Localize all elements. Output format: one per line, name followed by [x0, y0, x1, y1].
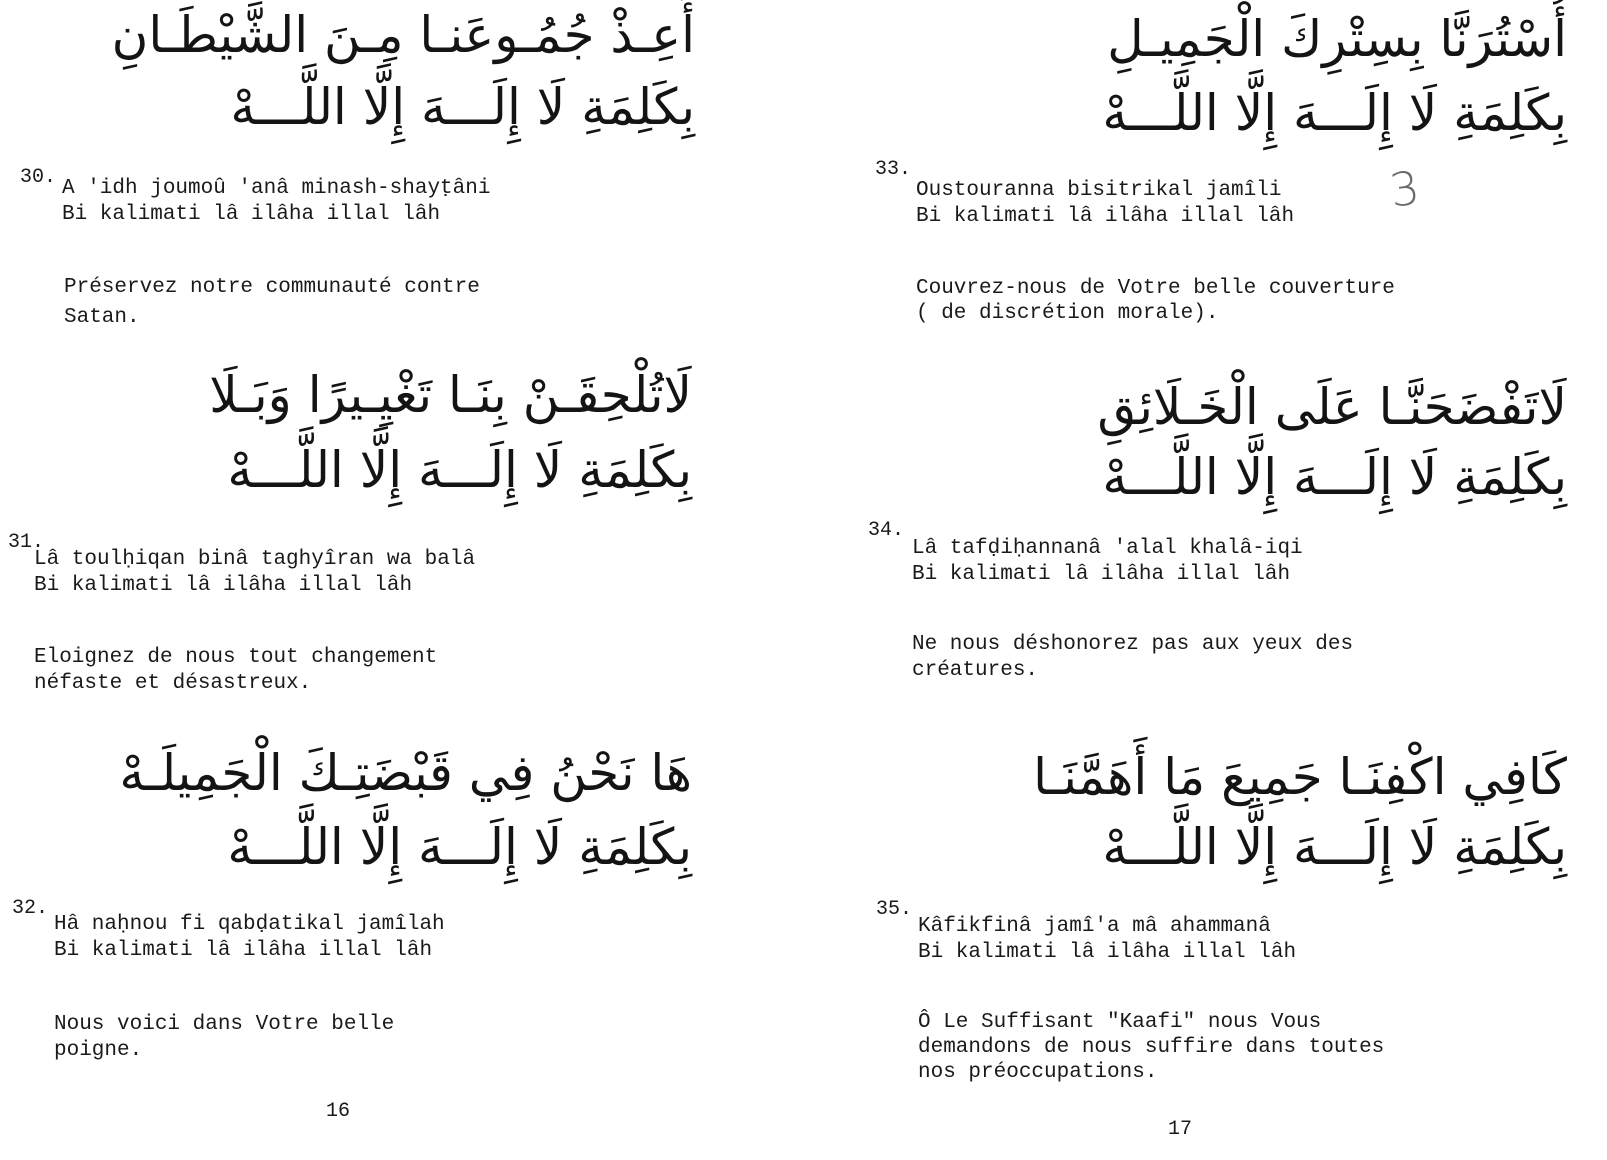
arabic-verse-line: أَعِـذْ جُمُـوعَنـا مِـنَ الشَّيْطَـانِ	[111, 6, 695, 64]
translation-line: Préservez notre communauté contre	[64, 276, 480, 299]
arabic-verse-line: هَا نَحْنُ فِي قَبْضَتِـكَ الْجَمِيلَـهْ	[119, 744, 692, 802]
transliteration-line: Hâ naḥnou fi qabḍatikal jamîlah	[54, 913, 445, 936]
arabic-refrain-line: بِكَلِمَةِ لَا إِلَـــهَ إِلَّا اللَّـــهْ	[227, 441, 692, 499]
page-number: 16	[326, 1100, 351, 1123]
right-page	[800, 0, 1607, 1160]
left-page	[0, 0, 800, 1160]
verse-number: 30.	[20, 166, 57, 189]
arabic-refrain-line: بِكَلِمَةِ لَا إِلَـــهَ إِلَّا اللَّـــهْ	[1102, 818, 1567, 876]
transliteration-line: Bi kalimati lâ ilâha illal lâh	[54, 939, 433, 962]
translation-line: demandons de nous suffire dans toutes	[918, 1036, 1385, 1059]
translation-line: Ne nous déshonorez pas aux yeux des	[912, 633, 1354, 656]
translation-line: Ô Le Suffisant "Kaafi" nous Vous	[918, 1011, 1322, 1034]
transliteration-line: Bi kalimati lâ ilâha illal lâh	[912, 563, 1291, 586]
verse-number: 32.	[12, 897, 49, 920]
translation-line: ( de discrétion morale).	[916, 302, 1219, 325]
transliteration-line: Bi kalimati lâ ilâha illal lâh	[916, 205, 1295, 228]
arabic-verse-line: لَاتَفْضَحَنَّـا عَلَى الْخَـلَائِقِ	[1097, 378, 1567, 436]
verse-number: 33.	[875, 158, 912, 181]
verse-number: 35.	[876, 898, 913, 921]
transliteration-line: Bi kalimati lâ ilâha illal lâh	[34, 574, 413, 597]
translation-line: Couvrez-nous de Votre belle couverture	[916, 277, 1395, 300]
arabic-verse-line: لَاتُلْحِقَـنْ بِنَـا تَغْيِـيرًا وَبَـلَا	[209, 366, 692, 424]
transliteration-line: Oustouranna bisitrikal jamîli	[916, 179, 1282, 202]
arabic-refrain-line: بِكَلِمَةِ لَا إِلَـــهَ إِلَّا اللَّـــهْ	[1102, 448, 1567, 506]
arabic-refrain-line: بِكَلِمَةِ لَا إِلَـــهَ إِلَّا اللَّـــهْ	[1102, 84, 1567, 142]
translation-line: Nous voici dans Votre belle	[54, 1013, 395, 1036]
arabic-verse-line: كَافِي اكْفِنَـا جَمِيعَ مَا أَهَمَّنَـا	[1033, 748, 1567, 806]
translation-line: nos préoccupations.	[918, 1061, 1158, 1084]
translation-line: créatures.	[912, 659, 1039, 682]
transliteration-line: Bi kalimati lâ ilâha illal lâh	[62, 203, 441, 226]
transliteration-line: Lâ toulḥiqan binâ taghyîran wa balâ	[34, 548, 476, 571]
arabic-refrain-line: بِكَلِمَةِ لَا إِلَـــهَ إِلَّا اللَّـــهْ	[230, 78, 695, 136]
translation-line: Satan.	[64, 306, 140, 329]
verse-number: 34.	[868, 519, 905, 542]
verse-number: 31.	[8, 531, 45, 554]
transliteration-line: Bi kalimati lâ ilâha illal lâh	[918, 941, 1297, 964]
arabic-verse-line: أُسْتُرَنَّا بِسِتْرِكَ الْجَمِيـلِ	[1107, 10, 1567, 68]
translation-line: néfaste et désastreux.	[34, 672, 312, 695]
transliteration-line: Kâfikfinâ jamî'a mâ ahammanâ	[918, 915, 1271, 938]
handwritten-note: 3	[1386, 160, 1423, 218]
arabic-refrain-line: بِكَلِمَةِ لَا إِلَـــهَ إِلَّا اللَّـــهْ	[227, 818, 692, 876]
transliteration-line: Lâ tafḍiḥannanâ 'alal khalâ-iqi	[912, 537, 1303, 560]
translation-line: poigne.	[54, 1039, 143, 1062]
translation-line: Eloignez de nous tout changement	[34, 646, 438, 669]
transliteration-line: A 'idh joumoû 'anâ minash-shayṭâni	[62, 177, 491, 200]
page-number: 17	[1168, 1118, 1193, 1141]
